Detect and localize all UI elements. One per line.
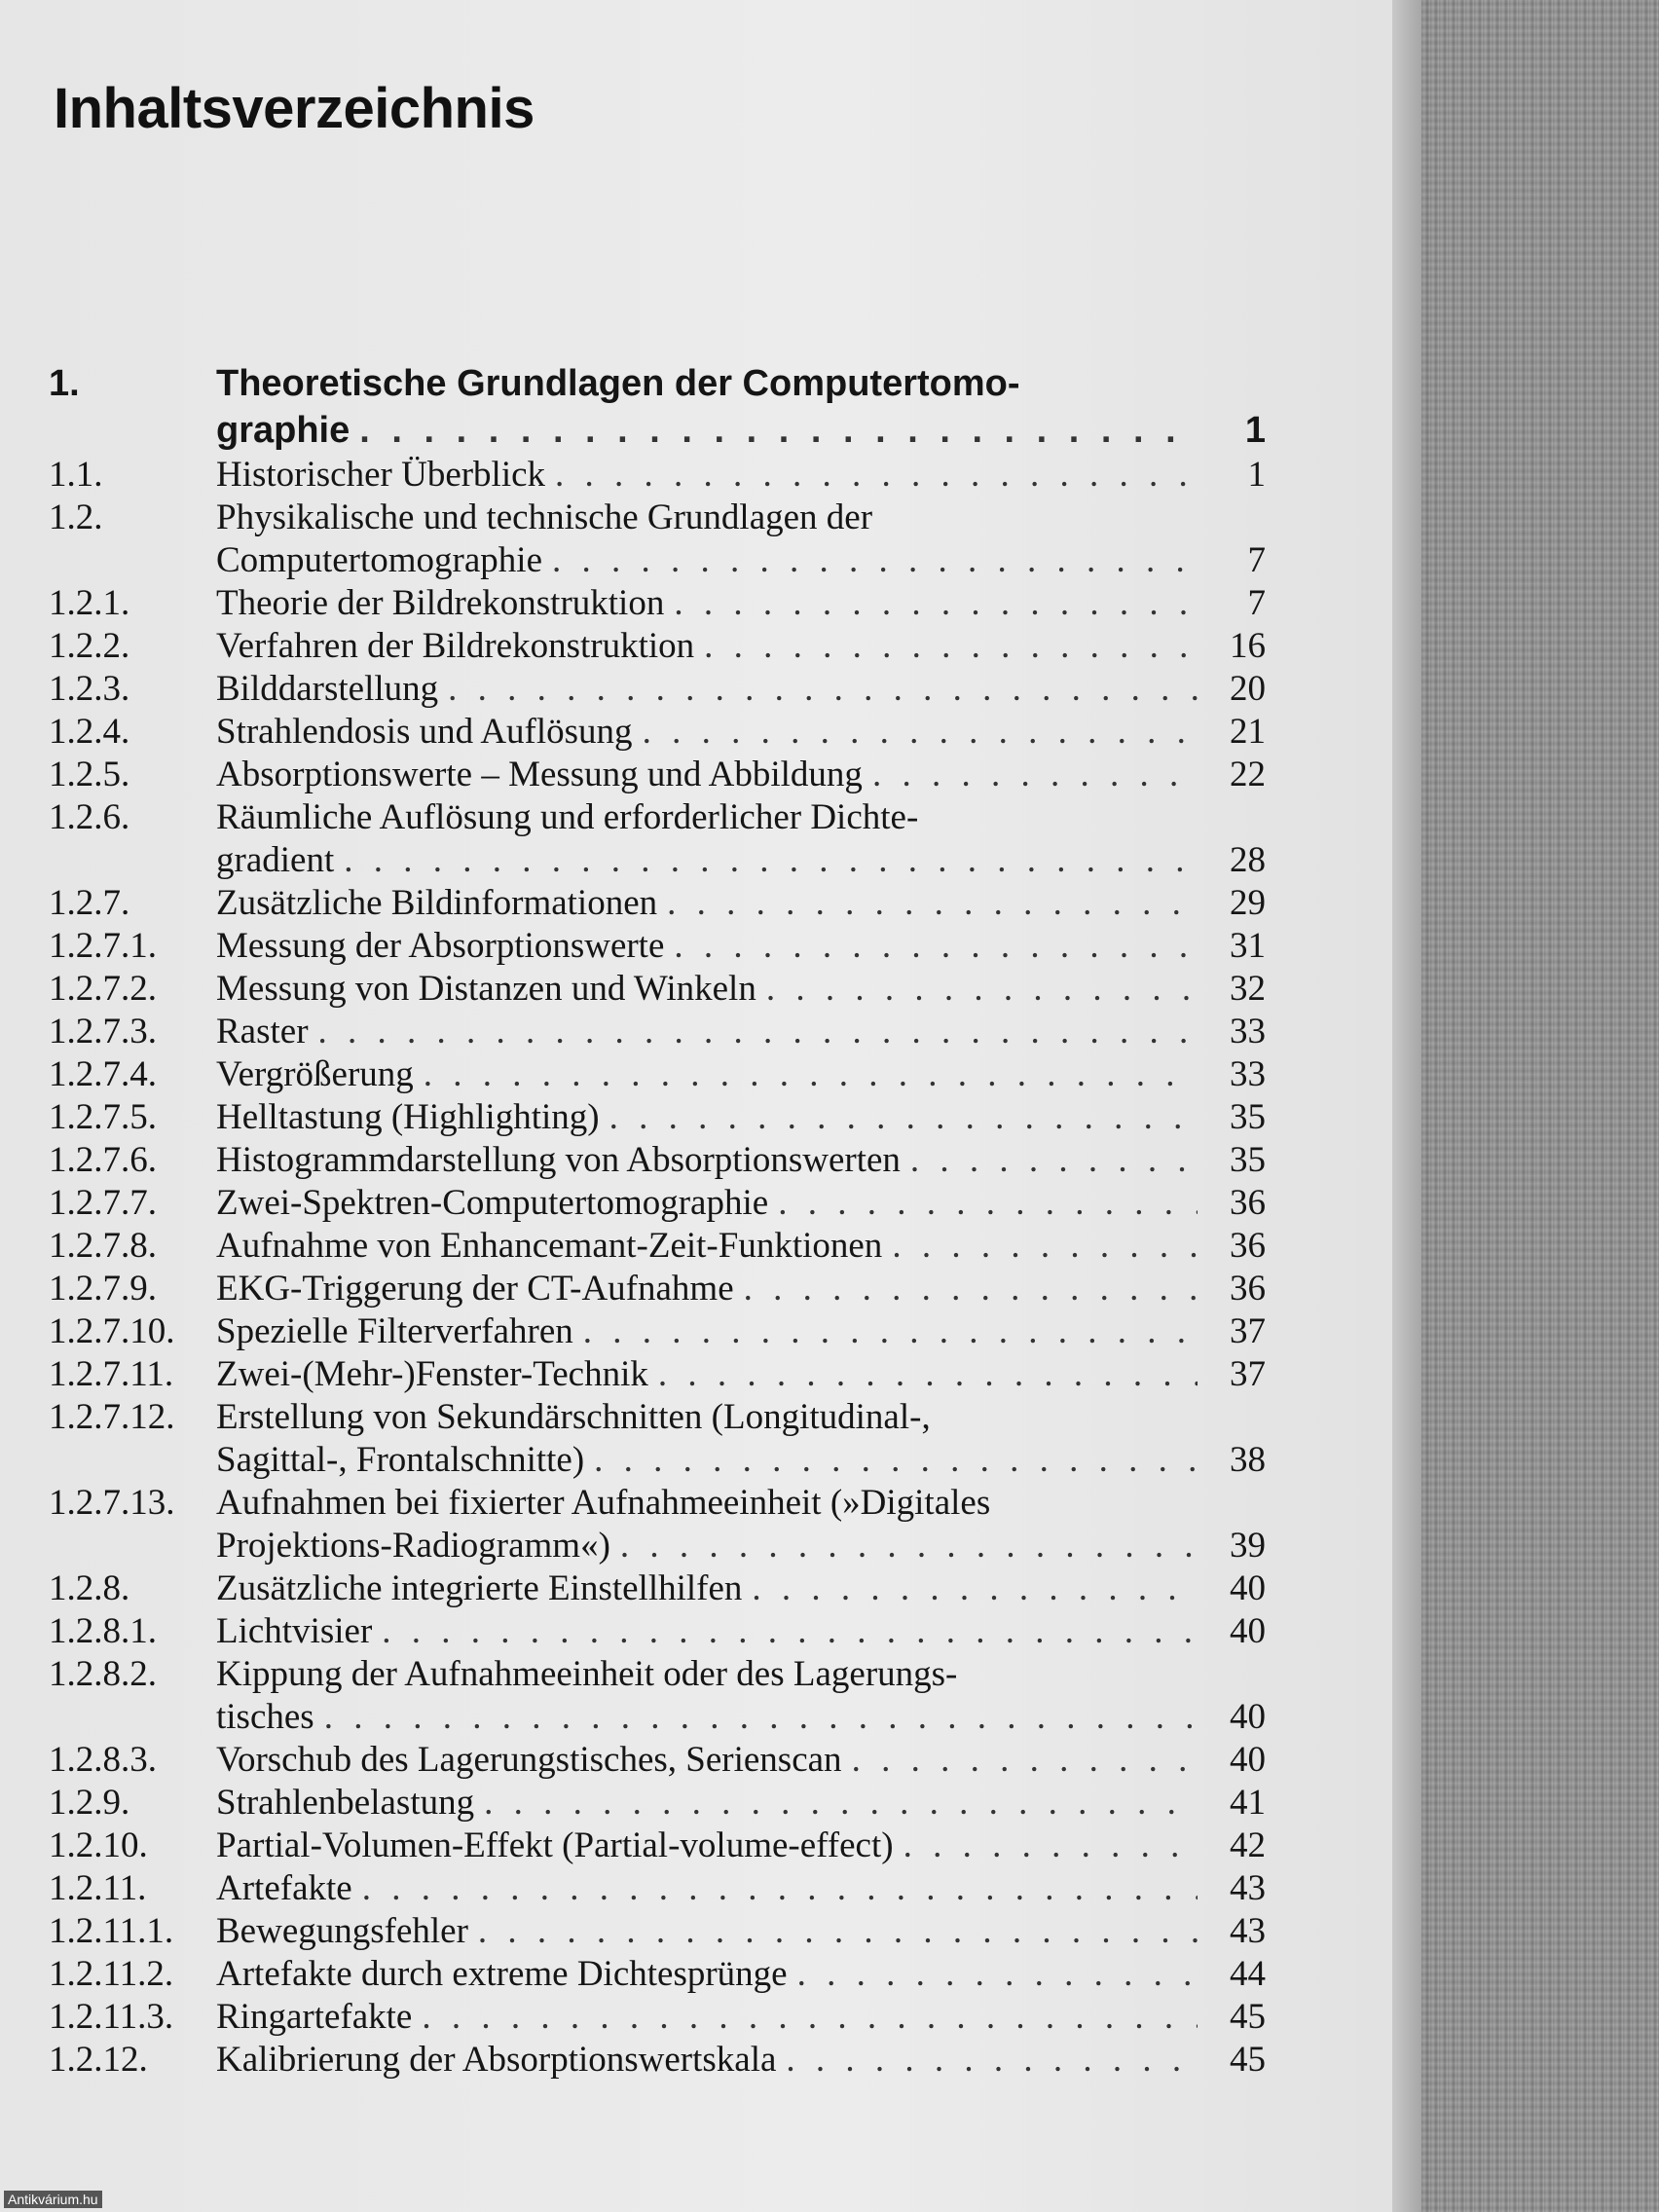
dot-leader	[359, 407, 1198, 454]
toc-entry-number: 1.2.8.1.	[49, 1611, 157, 1651]
dot-leader	[852, 1739, 1198, 1782]
toc-entry-number: 1.2.11.3.	[49, 1997, 174, 2037]
toc-entry	[49, 796, 1266, 882]
dot-leader	[324, 1696, 1198, 1739]
toc-entry-title: Messung von Distanzen und Winkeln	[216, 969, 756, 1009]
toc-entry-title: Verfahren der Bildrekonstruktion	[216, 626, 695, 666]
toc-entry	[49, 754, 1266, 796]
dot-leader	[422, 1996, 1198, 2039]
book-cover-texture	[1421, 0, 1659, 2212]
toc-entry-title: Absorptionswerte – Messung und Abbildung	[216, 755, 863, 794]
toc-entry-number: 1.2.10.	[49, 1825, 148, 1865]
toc-entry	[49, 1825, 1266, 1867]
toc-entry-number: 1.2.6.	[49, 797, 130, 837]
toc-entry-title: Projektions-Radiogramm«)	[216, 1526, 610, 1566]
toc-entry	[49, 625, 1266, 668]
table-of-contents	[49, 360, 1266, 2082]
dot-leader	[752, 1567, 1198, 1610]
toc-entry-page: 33	[1230, 1054, 1266, 1094]
toc-entry-page: 7	[1247, 540, 1266, 580]
toc-entry-number: 1.2.1.	[49, 583, 130, 623]
toc-entry	[49, 1310, 1266, 1353]
toc-entry-title: gradient	[216, 840, 335, 880]
toc-entry-number: 1.2.7.5.	[49, 1097, 157, 1137]
toc-entry-number: 1.2.8.	[49, 1568, 130, 1608]
toc-entry	[49, 582, 1266, 625]
toc-entry-title: Strahlenbelastung	[216, 1783, 475, 1823]
dot-leader	[555, 454, 1198, 497]
toc-entry-title: Kalibrierung der Absorptionswertskala	[216, 2040, 777, 2080]
toc-entry-title: Kippung der Aufnahmeeinheit oder des Lagerungs-	[216, 1654, 958, 1694]
toc-entry	[49, 1182, 1266, 1225]
toc-entry-number: 1.2.7.7.	[49, 1183, 157, 1223]
toc-entry	[49, 360, 1266, 454]
toc-entry-number: 1.2.2.	[49, 626, 130, 666]
dot-leader	[704, 625, 1198, 668]
dot-leader	[620, 1525, 1198, 1567]
toc-entry-page: 35	[1230, 1140, 1266, 1180]
toc-entry-title: Theoretische Grundlagen der Computertomo-	[216, 363, 1020, 404]
toc-entry-page: 43	[1230, 1868, 1266, 1908]
toc-entry-page: 40	[1230, 1740, 1266, 1780]
dot-leader	[344, 839, 1198, 882]
toc-entry-page: 45	[1230, 2040, 1266, 2080]
toc-entry-page: 39	[1230, 1526, 1266, 1566]
toc-entry-title: Helltastung (Highlighting)	[216, 1097, 600, 1137]
toc-entry	[49, 1653, 1266, 1739]
toc-entry-title: Ringartefakte	[216, 1997, 413, 2037]
toc-entry-number: 1.2.11.	[49, 1868, 147, 1908]
dot-leader	[658, 1353, 1198, 1396]
toc-entry-number: 1.2.7.9.	[49, 1269, 157, 1309]
dot-leader	[382, 1610, 1198, 1653]
toc-entry-number: 1.2.7.6.	[49, 1140, 157, 1180]
toc-entry-page: 42	[1230, 1825, 1266, 1865]
toc-entry-title: Spezielle Filterverfahren	[216, 1311, 573, 1351]
toc-entry-number: 1.2.8.2.	[49, 1654, 157, 1694]
toc-entry-title: Artefakte durch extreme Dichtesprünge	[216, 1954, 788, 1994]
toc-entry-page: 16	[1230, 626, 1266, 666]
toc-entry	[49, 1225, 1266, 1268]
toc-entry	[49, 1782, 1266, 1825]
toc-entry-page: 20	[1230, 669, 1266, 709]
toc-entry-title: Aufnahmen bei fixierter Aufnahmeeinheit (»Digitales	[216, 1483, 991, 1523]
dot-leader	[674, 925, 1198, 968]
toc-entry-title: Artefakte	[216, 1868, 352, 1908]
toc-entry-page: 45	[1230, 1997, 1266, 2037]
toc-entry-page: 35	[1230, 1097, 1266, 1137]
toc-entry-title: EKG-Triggerung der CT-Aufnahme	[216, 1269, 734, 1309]
toc-entry-page: 36	[1230, 1226, 1266, 1266]
toc-entry-title: Zwei-Spektren-Computertomographie	[216, 1183, 769, 1223]
toc-entry-number: 1.1.	[49, 455, 103, 495]
toc-entry-page: 37	[1230, 1354, 1266, 1394]
toc-entry-title: Zusätzliche integrierte Einstellhilfen	[216, 1568, 743, 1608]
toc-entry-number: 1.2.9.	[49, 1783, 130, 1823]
dot-leader	[583, 1310, 1198, 1353]
toc-entry	[49, 1953, 1266, 1996]
toc-entry-title: Bilddarstellung	[216, 669, 439, 709]
toc-entry	[49, 1396, 1266, 1482]
toc-entry	[49, 1482, 1266, 1567]
dot-leader	[667, 882, 1198, 925]
dot-leader	[892, 1225, 1198, 1268]
toc-entry-title: Aufnahme von Enhancemant-Zeit-Funktionen	[216, 1226, 883, 1266]
toc-entry	[49, 1096, 1266, 1139]
toc-entry-title: Theorie der Bildrekonstruktion	[216, 583, 665, 623]
dot-leader	[609, 1096, 1198, 1139]
toc-entry-title: Strahlendosis und Auflösung	[216, 712, 633, 752]
toc-entry-number: 1.2.8.3.	[49, 1740, 157, 1780]
toc-entry	[49, 711, 1266, 754]
toc-entry-page: 44	[1230, 1954, 1266, 1994]
toc-entry-title: Bewegungsfehler	[216, 1911, 468, 1951]
page-title: Inhaltsverzeichnis	[54, 77, 535, 140]
dot-leader	[448, 668, 1198, 711]
toc-entry-title: graphie	[216, 410, 350, 451]
toc-entry	[49, 2039, 1266, 2082]
dot-leader	[910, 1139, 1198, 1182]
toc-entry-page: 7	[1247, 583, 1266, 623]
toc-entry-number: 1.2.7.12.	[49, 1397, 175, 1437]
dot-leader	[478, 1910, 1198, 1953]
dot-leader	[797, 1953, 1198, 1996]
toc-entry-number: 1.2.7.11.	[49, 1354, 174, 1394]
toc-entry-number: 1.2.11.1.	[49, 1911, 174, 1951]
toc-entry	[49, 1567, 1266, 1610]
toc-entry-number: 1.2.4.	[49, 712, 130, 752]
dot-leader	[594, 1439, 1198, 1482]
toc-entry	[49, 968, 1266, 1011]
toc-entry-title: tisches	[216, 1697, 314, 1737]
toc-entry	[49, 497, 1266, 582]
toc-entry-number: 1.2.7.8.	[49, 1226, 157, 1266]
toc-entry-number: 1.2.11.2.	[49, 1954, 174, 1994]
toc-entry-page: 1	[1247, 455, 1266, 495]
dot-leader	[786, 2039, 1198, 2082]
dot-leader	[872, 754, 1198, 796]
toc-entry	[49, 1353, 1266, 1396]
toc-entry-page: 33	[1230, 1012, 1266, 1051]
toc-entry-number: 1.2.12.	[49, 2040, 148, 2080]
toc-entry	[49, 1739, 1266, 1782]
toc-entry-title: Messung der Absorptionswerte	[216, 926, 665, 966]
toc-entry	[49, 1268, 1266, 1310]
dot-leader	[424, 1053, 1198, 1096]
toc-entry-number: 1.2.3.	[49, 669, 130, 709]
toc-entry	[49, 1910, 1266, 1953]
toc-entry-title: Erstellung von Sekundärschnitten (Longitudinal-,	[216, 1397, 931, 1437]
toc-entry-number: 1.2.5.	[49, 755, 130, 794]
toc-entry-number: 1.2.	[49, 498, 103, 537]
toc-entry-number: 1.	[49, 363, 80, 404]
toc-entry	[49, 925, 1266, 968]
toc-entry-number: 1.2.7.3.	[49, 1012, 157, 1051]
toc-entry-title: Sagittal-, Frontalschnitte)	[216, 1440, 585, 1480]
toc-entry-number: 1.2.7.10.	[49, 1311, 175, 1351]
toc-entry-page: 40	[1230, 1568, 1266, 1608]
toc-entry-title: Computertomographie	[216, 540, 542, 580]
toc-entry	[49, 454, 1266, 497]
dot-leader	[643, 711, 1198, 754]
toc-entry-page: 36	[1230, 1269, 1266, 1309]
toc-entry-title: Physikalische und technische Grundlagen der	[216, 498, 873, 537]
toc-entry-page: 31	[1230, 926, 1266, 966]
toc-entry-page: 21	[1230, 712, 1266, 752]
dot-leader	[674, 582, 1198, 625]
toc-entry	[49, 1867, 1266, 1910]
toc-entry-title: Vorschub des Lagerungstisches, Serienscan	[216, 1740, 842, 1780]
toc-entry-title: Partial-Volumen-Effekt (Partial-volume-effect)	[216, 1825, 894, 1865]
dot-leader	[362, 1867, 1198, 1910]
toc-entry-number: 1.2.7.	[49, 883, 130, 923]
dot-leader	[766, 968, 1198, 1011]
toc-entry-page: 29	[1230, 883, 1266, 923]
watermark: Antikvárium.hu	[4, 2191, 102, 2208]
toc-entry	[49, 1996, 1266, 2039]
toc-entry-page: 22	[1230, 755, 1266, 794]
toc-entry-page: 32	[1230, 969, 1266, 1009]
toc-entry-page: 43	[1230, 1911, 1266, 1951]
toc-entry	[49, 1053, 1266, 1096]
toc-entry	[49, 1139, 1266, 1182]
toc-entry-number: 1.2.7.2.	[49, 969, 157, 1009]
toc-entry	[49, 882, 1266, 925]
dot-leader	[903, 1825, 1198, 1867]
toc-entry	[49, 1011, 1266, 1053]
toc-entry-page: 40	[1230, 1611, 1266, 1651]
toc-entry-page: 37	[1230, 1311, 1266, 1351]
toc-entry	[49, 1610, 1266, 1653]
toc-entry-title: Histogrammdarstellung von Absorptionswerten	[216, 1140, 901, 1180]
toc-entry-title: Historischer Überblick	[216, 455, 546, 495]
toc-entry-page: 40	[1230, 1697, 1266, 1737]
toc-entry-page: 1	[1244, 410, 1266, 451]
toc-entry-number: 1.2.7.4.	[49, 1054, 157, 1094]
toc-entry-title: Räumliche Auflösung und erforderlicher Dichte-	[216, 797, 919, 837]
toc-entry-page: 38	[1230, 1440, 1266, 1480]
dot-leader	[744, 1268, 1198, 1310]
toc-entry-number: 1.2.7.13.	[49, 1483, 175, 1523]
toc-entry-title: Vergrößerung	[216, 1054, 414, 1094]
dot-leader	[778, 1182, 1198, 1225]
toc-entry-number: 1.2.7.1.	[49, 926, 157, 966]
dot-leader	[484, 1782, 1198, 1825]
dot-leader	[552, 539, 1198, 582]
dot-leader	[318, 1011, 1198, 1053]
toc-entry-title: Raster	[216, 1012, 309, 1051]
toc-entry-page: 28	[1230, 840, 1266, 880]
toc-entry-page: 41	[1230, 1783, 1266, 1823]
toc-entry-title: Zwei-(Mehr-)Fenster-Technik	[216, 1354, 648, 1394]
toc-entry-title: Zusätzliche Bildinformationen	[216, 883, 658, 923]
toc-entry-page: 36	[1230, 1183, 1266, 1223]
toc-entry-title: Lichtvisier	[216, 1611, 373, 1651]
toc-entry	[49, 668, 1266, 711]
